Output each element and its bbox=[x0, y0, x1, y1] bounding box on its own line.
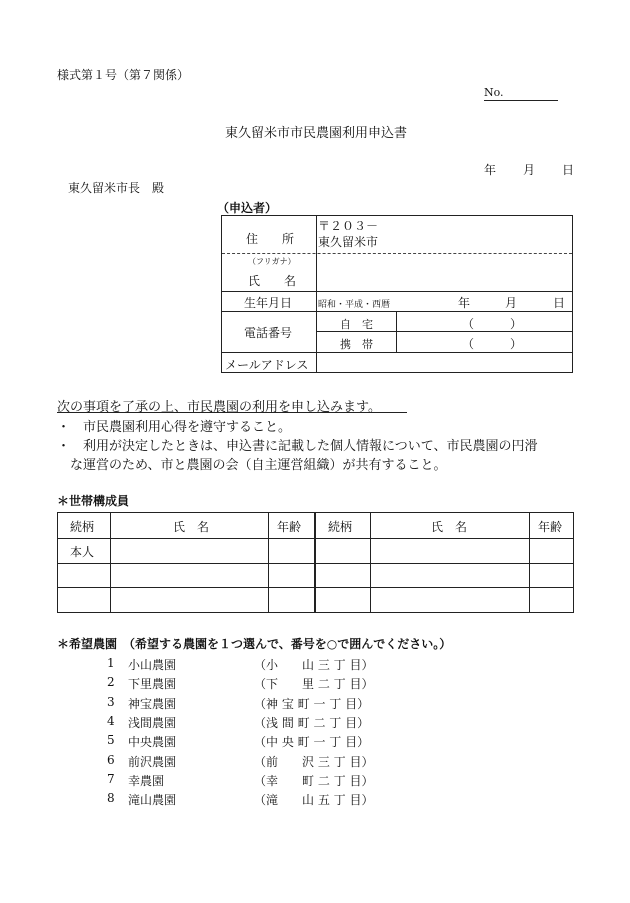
col-line bbox=[370, 513, 371, 612]
form-number: 様式第１号（第７関係） bbox=[57, 68, 190, 82]
name-field[interactable] bbox=[317, 254, 573, 291]
agreement-item-1: ・ 市民農園利用心得を遵守すること。 bbox=[57, 420, 292, 435]
birth-label: 生年月日 bbox=[244, 296, 293, 310]
col-header-relation: 続柄 bbox=[70, 520, 95, 534]
col-line bbox=[529, 513, 530, 612]
center-divider bbox=[314, 513, 316, 612]
furigana-label: （フリガナ） bbox=[248, 257, 296, 266]
col-header-name: 氏 名 bbox=[173, 520, 210, 534]
city-field[interactable]: 東久留米市 bbox=[318, 235, 379, 249]
agreement-item-2: ・ 利用が決定したときは、申込書に記載した個人情報について、市民農園の円滑 bbox=[57, 439, 538, 454]
garden-name: 神宝農園 bbox=[128, 697, 177, 711]
gardens-heading: ＊希望農園 （希望する農園を１つ選んで、番号を○で囲んでください。） bbox=[57, 637, 452, 651]
email-label: メールアドレス bbox=[225, 358, 309, 372]
garden-number[interactable]: 3 bbox=[107, 695, 115, 709]
birth-year-label: 年 bbox=[458, 296, 471, 310]
garden-location: （滝 山 五 丁 目） bbox=[254, 793, 374, 807]
addressee: 東久留米市長 殿 bbox=[68, 181, 165, 195]
applicant-heading: （申込者） bbox=[217, 201, 278, 215]
garden-name: 前沢農園 bbox=[128, 755, 177, 769]
era-options[interactable]: 昭和・平成・西暦 bbox=[318, 300, 391, 310]
col-line bbox=[110, 513, 111, 612]
applicant-table bbox=[221, 215, 573, 373]
mobile-phone-label: 携 帯 bbox=[340, 338, 373, 351]
col-header-name-2: 氏 名 bbox=[431, 520, 468, 534]
email-field[interactable] bbox=[317, 353, 573, 372]
household-heading: ＊世帯構成員 bbox=[57, 494, 130, 508]
mobile-phone-paren-close[interactable]: ） bbox=[510, 337, 523, 351]
birth-day-label: 日 bbox=[553, 296, 566, 310]
postal-code-field[interactable]: 〒２０３－ bbox=[318, 219, 379, 233]
garden-location: （神 宝 町 一 丁 目） bbox=[254, 697, 370, 711]
birth-month-label: 月 bbox=[505, 296, 518, 310]
agreement-lead: 次の事項を了承の上、市民農園の利用を申し込みます。 bbox=[57, 400, 381, 415]
garden-location: （前 沢 三 丁 目） bbox=[254, 755, 374, 769]
garden-number[interactable]: 1 bbox=[107, 656, 115, 670]
row-line bbox=[222, 291, 572, 292]
home-phone-paren-close[interactable]: ） bbox=[510, 317, 523, 331]
garden-number[interactable]: 5 bbox=[107, 733, 115, 747]
garden-location: （浅 間 町 二 丁 目） bbox=[254, 716, 370, 730]
agreement-item-2-cont: な運営のため、市と農園の会（自主運営組織）が共有すること。 bbox=[70, 458, 447, 473]
self-label: 本人 bbox=[70, 545, 95, 559]
no-label: No. bbox=[484, 86, 504, 99]
garden-number[interactable]: 7 bbox=[107, 772, 115, 786]
date-month: 月 bbox=[523, 163, 536, 177]
date-day: 日 bbox=[562, 163, 575, 177]
date-year: 年 bbox=[484, 163, 497, 177]
garden-name: 下里農園 bbox=[128, 677, 177, 691]
mobile-phone-paren-open[interactable]: （ bbox=[462, 337, 475, 351]
label-col-line bbox=[316, 216, 317, 372]
name-label: 氏 名 bbox=[248, 274, 297, 288]
garden-number[interactable]: 2 bbox=[107, 675, 115, 689]
home-phone-label: 自 宅 bbox=[340, 318, 373, 331]
garden-location: （中 央 町 一 丁 目） bbox=[254, 735, 370, 749]
garden-location: （下 里 二 丁 目） bbox=[254, 677, 374, 691]
home-phone-paren-open[interactable]: （ bbox=[462, 317, 475, 331]
garden-name: 中央農園 bbox=[128, 735, 177, 749]
no-underline bbox=[484, 100, 558, 101]
garden-name: 滝山農園 bbox=[128, 793, 177, 807]
col-header-age-2: 年齢 bbox=[538, 520, 563, 534]
garden-name: 小山農園 bbox=[128, 658, 177, 672]
garden-number[interactable]: 8 bbox=[107, 791, 115, 805]
household-table bbox=[57, 512, 574, 613]
phone-col-line bbox=[396, 311, 397, 352]
col-header-age: 年齢 bbox=[277, 520, 302, 534]
col-line bbox=[268, 513, 269, 612]
phone-label: 電話番号 bbox=[244, 326, 293, 340]
garden-location: （幸 町 二 丁 目） bbox=[254, 774, 374, 788]
address-label: 住 所 bbox=[246, 232, 295, 246]
garden-name: 浅間農園 bbox=[128, 716, 177, 730]
row-line bbox=[222, 311, 572, 312]
garden-number[interactable]: 6 bbox=[107, 753, 115, 767]
col-header-relation-2: 続柄 bbox=[328, 520, 353, 534]
garden-location: （小 山 三 丁 目） bbox=[254, 658, 374, 672]
garden-name: 幸農園 bbox=[128, 774, 165, 788]
garden-number[interactable]: 4 bbox=[107, 714, 115, 728]
page-title: 東久留米市市民農園利用申込書 bbox=[225, 126, 408, 141]
agreement-underline bbox=[57, 412, 407, 413]
